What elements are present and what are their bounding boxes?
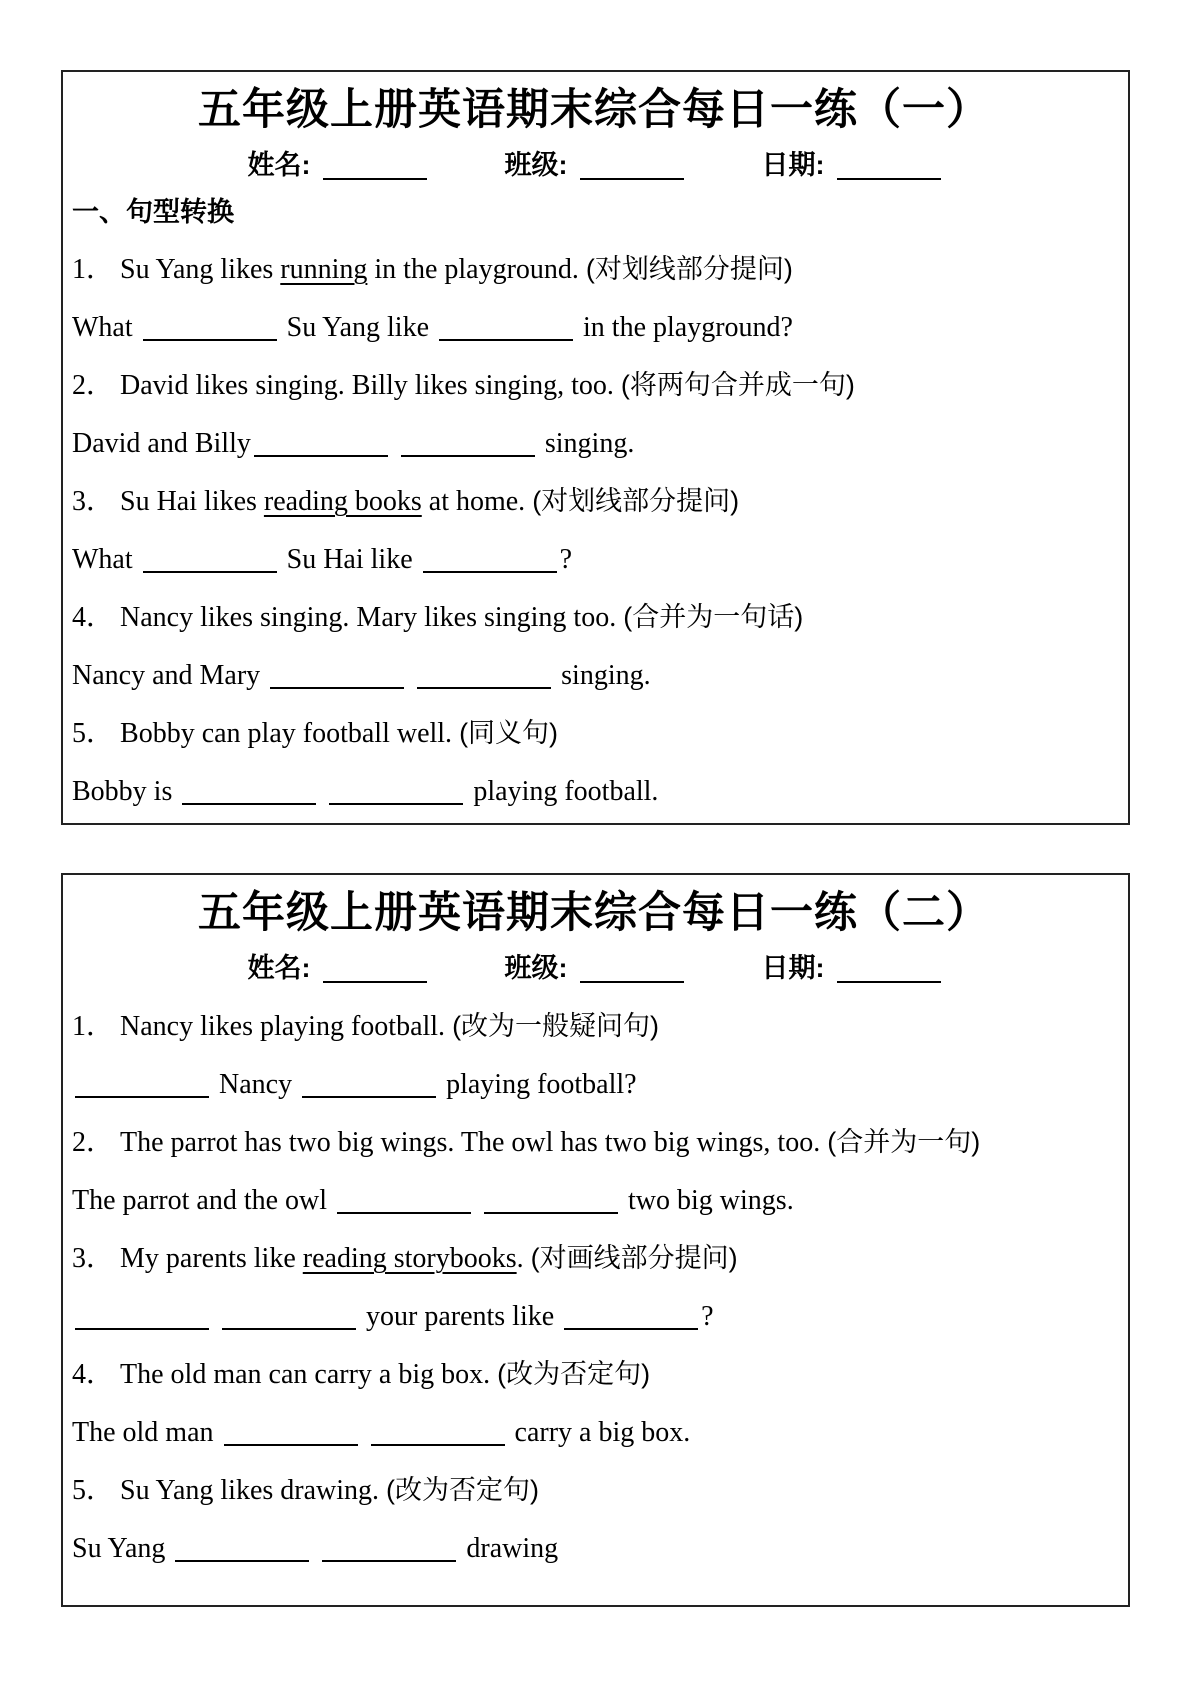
text-segment [474,1185,481,1216]
text-segment: The parrot and the owl [72,1185,335,1216]
fill-in-blank-line [222,1300,356,1330]
question-number: 5． [72,1475,115,1506]
class-blank-line [580,151,684,180]
name-label: 姓名: [247,953,311,983]
text-segment [212,1301,219,1332]
question-number: 5． [72,718,115,749]
chinese-instruction: (合并为一句话) [623,602,804,632]
text-segment: What [72,544,140,575]
text-segment: two big wings. [621,1185,794,1216]
fill-in-blank-line [439,311,573,341]
answer-line [72,1068,1116,1101]
answer-line [72,1300,1116,1333]
underlined-text: running [280,254,368,285]
question-number: 4． [72,1359,115,1390]
text-segment: Nancy likes playing football. [120,1011,453,1042]
date-label: 日期: [761,953,825,983]
chinese-instruction: (将两句合并成一句) [620,370,855,400]
fill-in-blank-line [224,1416,358,1446]
date-blank-line [837,954,941,983]
text-segment: singing. [537,428,635,459]
text-segment: Su Yang likes [120,254,281,285]
date-label: 日期: [761,150,825,180]
chinese-instruction: (改为否定句) [497,1359,651,1389]
name-blank-line [323,151,427,180]
text-segment: Su Yang like [279,312,437,343]
question-line [72,485,1116,518]
text-segment: carry a big box. [507,1417,691,1448]
answer-line [72,543,1116,576]
meta-row [72,148,1116,182]
text-segment: Nancy likes singing. Mary likes singing too. [120,602,624,633]
question-line [72,1010,1116,1043]
text-segment: Su Hai like [279,544,420,575]
chinese-instruction: (对画线部分提问) [530,1243,738,1273]
text-segment [391,428,398,459]
text-segment: in the playground? [576,312,793,343]
text-segment [312,1533,319,1564]
fill-in-blank-line [337,1184,471,1214]
class-blank-line [580,954,684,983]
meta-date [762,148,941,182]
fill-in-blank-line [182,775,316,805]
answer-line [72,1184,1116,1217]
question-number: 1． [72,254,115,285]
answer-line [72,427,1116,460]
text-segment: singing. [554,660,651,691]
class-label: 班级: [504,150,568,180]
question-number: 2． [72,1127,115,1158]
sheet-title: 五年级上册英语期末综合每日一练（二） [198,889,990,937]
chinese-instruction: (同义句) [459,718,559,748]
text-segment: Su Hai likes [120,486,264,517]
meta-name [248,951,427,985]
meta-date [762,951,941,985]
fill-in-blank-line [143,311,277,341]
text-segment: The old man can carry a big box. [120,1359,498,1390]
fill-in-blank-line [564,1300,698,1330]
date-blank-line [837,151,941,180]
meta-class [505,951,684,985]
text-segment: Nancy [212,1069,300,1100]
question-line [72,253,1116,286]
fill-in-blank-line [302,1068,436,1098]
answer-line [72,659,1116,692]
answer-line [72,1416,1116,1449]
fill-in-blank-line [270,659,404,689]
class-label: 班级: [504,953,568,983]
text-segment: Bobby is [72,776,180,807]
text-segment: The old man [72,1417,221,1448]
fill-in-blank-line [423,543,557,573]
chinese-instruction: (对划线部分提问) [532,486,740,516]
fill-in-blank-line [371,1416,505,1446]
fill-in-blank-line [417,659,551,689]
fill-in-blank-line [322,1532,456,1562]
fill-in-blank-line [75,1068,209,1098]
text-segment: ? [701,1301,714,1332]
question-number: 2． [72,370,115,401]
text-segment: What [72,312,140,343]
text-segment: The parrot has two big wings. The owl has two big wings, too. [120,1127,828,1158]
text-segment: your parents like [359,1301,562,1332]
sheet-title: 五年级上册英语期末综合每日一练（一） [198,86,990,134]
fill-in-blank-line [75,1300,209,1330]
chinese-instruction: (对划线部分提问) [585,254,793,284]
question-line [72,1126,1116,1159]
answer-line [72,1532,1116,1565]
text-segment: playing football? [439,1069,637,1100]
answer-line [72,775,1116,808]
chinese-instruction: (改为否定句) [386,1475,540,1505]
text-segment: ? [559,544,573,575]
chinese-instruction: (合并为一句) [827,1127,981,1157]
question-list [72,1010,1116,1565]
underlined-text: reading books [263,486,422,517]
name-label: 姓名: [247,150,311,180]
fill-in-blank-line [401,427,535,457]
text-segment: Bobby can play football well. [120,718,460,749]
text-segment: Su Yang likes drawing. [120,1475,387,1506]
fill-in-blank-line [254,427,388,457]
chinese-instruction: (改为一般疑问句) [452,1011,660,1041]
question-list [72,253,1116,808]
worksheet-sheet-2 [61,873,1130,1607]
question-line [72,369,1116,402]
text-segment: David and Billy [72,428,251,459]
question-number: 4． [72,602,115,633]
text-segment: drawing [459,1533,559,1564]
text-segment: in the playground. [367,254,586,285]
meta-class [505,148,684,182]
underlined-text: reading storybooks [302,1243,517,1274]
question-number: 1． [72,1011,115,1042]
question-line [72,717,1116,750]
section-header: 一、句型转换 [72,197,234,227]
text-segment [319,776,326,807]
text-segment: at home. [421,486,533,517]
meta-row [72,951,1116,985]
question-line [72,1358,1116,1391]
fill-in-blank-line [143,543,277,573]
text-segment: Nancy and Mary [72,660,268,691]
text-segment: My parents like [120,1243,303,1274]
worksheet-sheet-1 [61,70,1130,825]
question-line [72,601,1116,634]
meta-name [248,148,427,182]
text-segment [361,1417,368,1448]
question-line [72,1474,1116,1507]
question-number: 3． [72,486,115,517]
text-segment: . [516,1243,531,1274]
text-segment: Su Yang [72,1533,173,1564]
text-segment [407,660,414,691]
text-segment: playing football. [466,776,659,807]
fill-in-blank-line [175,1532,309,1562]
question-line [72,1242,1116,1275]
answer-line [72,311,1116,344]
name-blank-line [323,954,427,983]
fill-in-blank-line [484,1184,618,1214]
question-number: 3． [72,1243,115,1274]
fill-in-blank-line [329,775,463,805]
text-segment: David likes singing. Billy likes singing, too. [120,370,621,401]
